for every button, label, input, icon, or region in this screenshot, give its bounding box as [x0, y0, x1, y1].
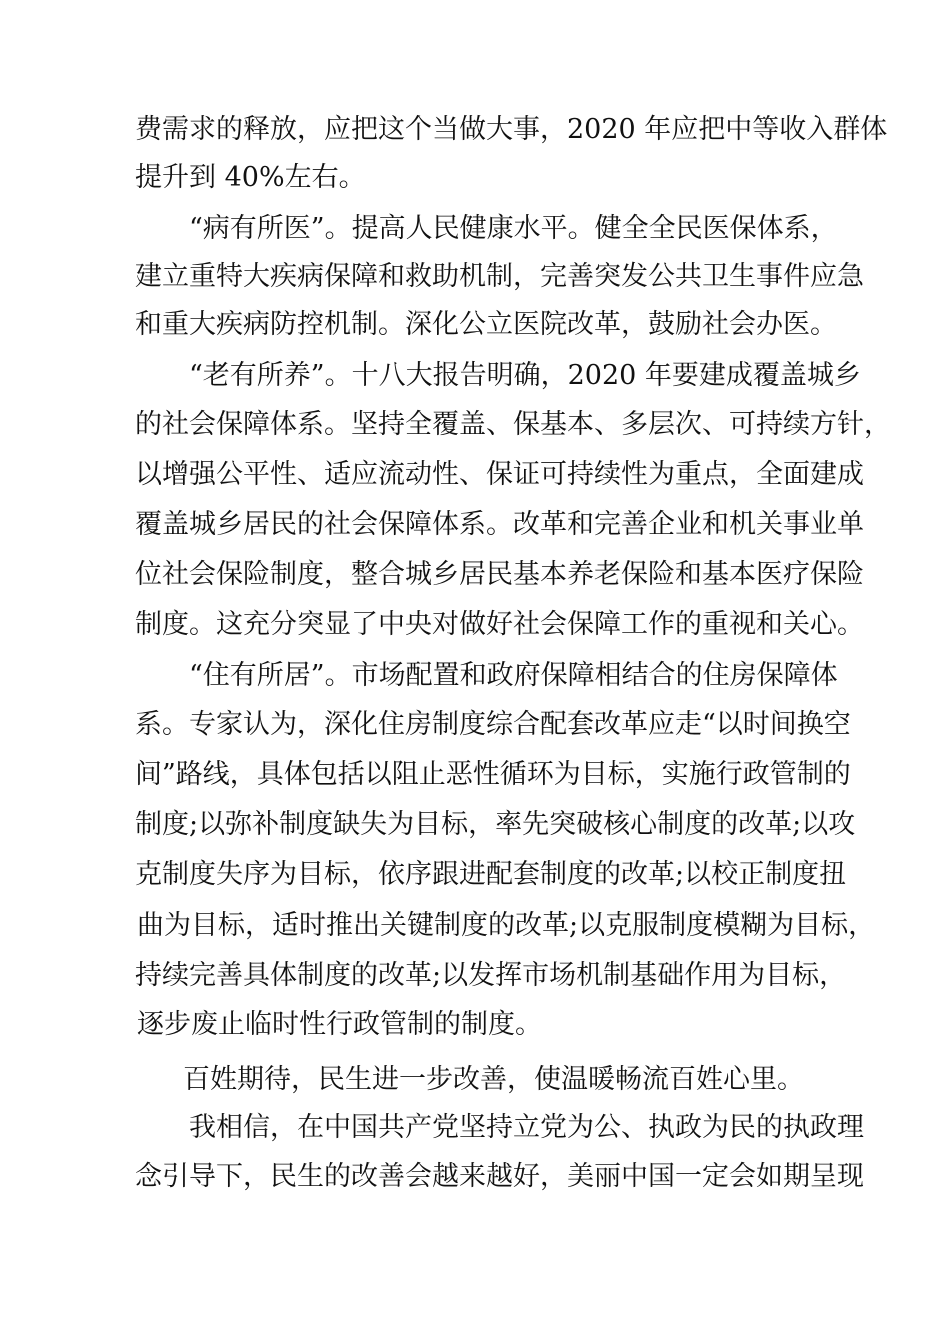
text-line: 百姓期待，民生进一步改善，使温暖畅流百姓心里。	[183, 1064, 804, 1095]
text-line: 提升到 40%左右。	[135, 162, 366, 193]
text-line: 曲为目标，适时推出关键制度的改革;以克服制度模糊为目标，	[137, 910, 876, 941]
text-line: 系。专家认为，深化住房制度综合配套改革应走“以时间换空	[135, 709, 851, 740]
text-line: 念引导下，民生的改善会越来越好，美丽中国一定会如期呈现	[135, 1161, 864, 1192]
text-line: 我相信，在中国共产党坚持立党为公、执政为民的执政理	[189, 1112, 864, 1143]
text-line: 间”路线，具体包括以阻止恶性循环为目标，实施行政管制的	[135, 759, 851, 790]
text-line: “老有所养”。十八大报告明确，2020 年要建成覆盖城乡	[189, 360, 861, 391]
text-line: 逐步废止临时性行政管制的制度。	[137, 1009, 542, 1040]
text-line: 建立重特大疾病保障和救助机制，完善突发公共卫生事件应急	[135, 261, 864, 292]
text-line: “住有所居”。市场配置和政府保障相结合的住房保障体	[189, 660, 838, 691]
text-line: 持续完善具体制度的改革;以发挥市场机制基础作用为目标，	[135, 960, 847, 991]
text-line: 费需求的释放，应把这个当做大事，2020 年应把中等收入群体	[135, 114, 888, 145]
text-line: 以增强公平性、适应流动性、保证可持续性为重点，全面建成	[135, 459, 864, 490]
text-line: “病有所医”。提高人民健康水平。健全全民医保体系，	[189, 213, 838, 244]
text-line: 的社会保障体系。坚持全覆盖、保基本、多层次、可持续方针，	[135, 409, 891, 440]
text-line: 覆盖城乡居民的社会保障体系。改革和完善企业和机关事业单	[135, 509, 864, 540]
text-line: 和重大疾病防控机制。深化公立医院改革，鼓励社会办医。	[135, 309, 837, 340]
text-line: 克制度失序为目标，依序跟进配套制度的改革;以校正制度扭	[135, 859, 847, 890]
text-line: 制度。这充分突显了中央对做好社会保障工作的重视和关心。	[135, 609, 864, 640]
text-line: 制度;以弥补制度缺失为目标，率先突破核心制度的改革;以攻	[135, 809, 856, 840]
text-line: 位社会保险制度，整合城乡居民基本养老保险和基本医疗保险	[135, 559, 864, 590]
